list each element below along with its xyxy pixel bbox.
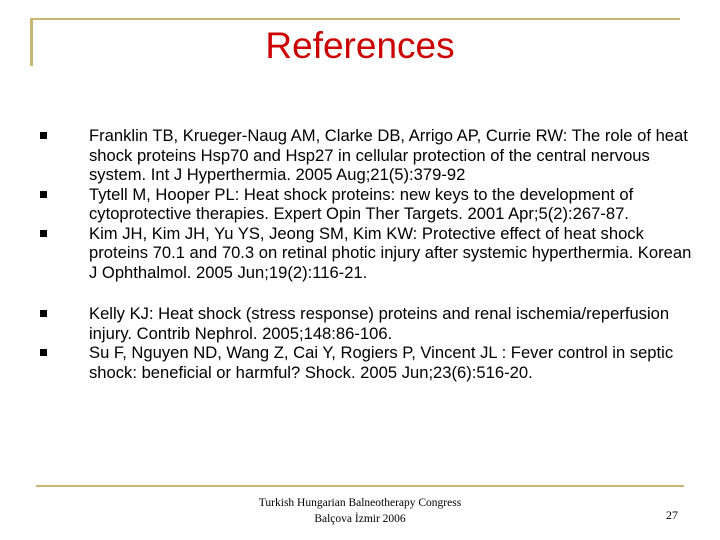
bullet-icon: [40, 230, 47, 237]
reference-item: [40, 343, 700, 382]
footer-rule: [36, 485, 684, 487]
bullet-icon: [40, 349, 47, 356]
reference-item: [40, 185, 700, 224]
reference-text[interactable]: Su F, Nguyen ND, Wang Z, Cai Y, Rogiers P, Vincent JL : Fever control in septic shock: beneficial or harmful? Shock. 2005 Jun;23(6):516-20.: [89, 343, 674, 382]
reference-text[interactable]: Franklin TB, Krueger-Naug AM, Clarke DB, Arrigo AP, Currie RW: The role of heat shock proteins Hsp70 and Hsp27 in cellular protection of the central nervous system. Int J Hyperthermia. 2005 Aug;21(5):379-92: [89, 126, 688, 184]
bullet-icon: [40, 132, 47, 139]
bullet-icon: [40, 310, 47, 317]
slide-title: References: [265, 25, 455, 66]
reference-text[interactable]: Kim JH, Kim JH, Yu YS, Jeong SM, Kim KW: Protective effect of heat shock proteins 70.1 and 70.3 on retinal photic injury after systemic hyperthermia. Korean J Ophthalmol. 2005 Jun;19(2):116-21.: [89, 223, 692, 282]
footer-text: Turkish Hungarian Balneotherapy Congress Balçova İzmir 2006: [258, 497, 462, 525]
page-number: 27: [666, 508, 678, 522]
reference-item: [40, 224, 700, 283]
reference-text[interactable]: Tytell M, Hooper PL: Heat shock proteins: new keys to the development of cytoprotective therapies. Expert Opin Ther Targets. 2001 Apr;5(2):267-87.: [89, 184, 634, 223]
reference-item: [40, 304, 700, 343]
reference-list: [40, 126, 700, 382]
bullet-icon: [40, 191, 47, 198]
reference-item: [40, 126, 700, 185]
decorative-top-rule: [30, 18, 680, 20]
reference-text[interactable]: Kelly KJ: Heat shock (stress response) proteins and renal ischemia/reperfusion injury. Contrib Nephrol. 2005;148:86-106.: [89, 304, 670, 343]
